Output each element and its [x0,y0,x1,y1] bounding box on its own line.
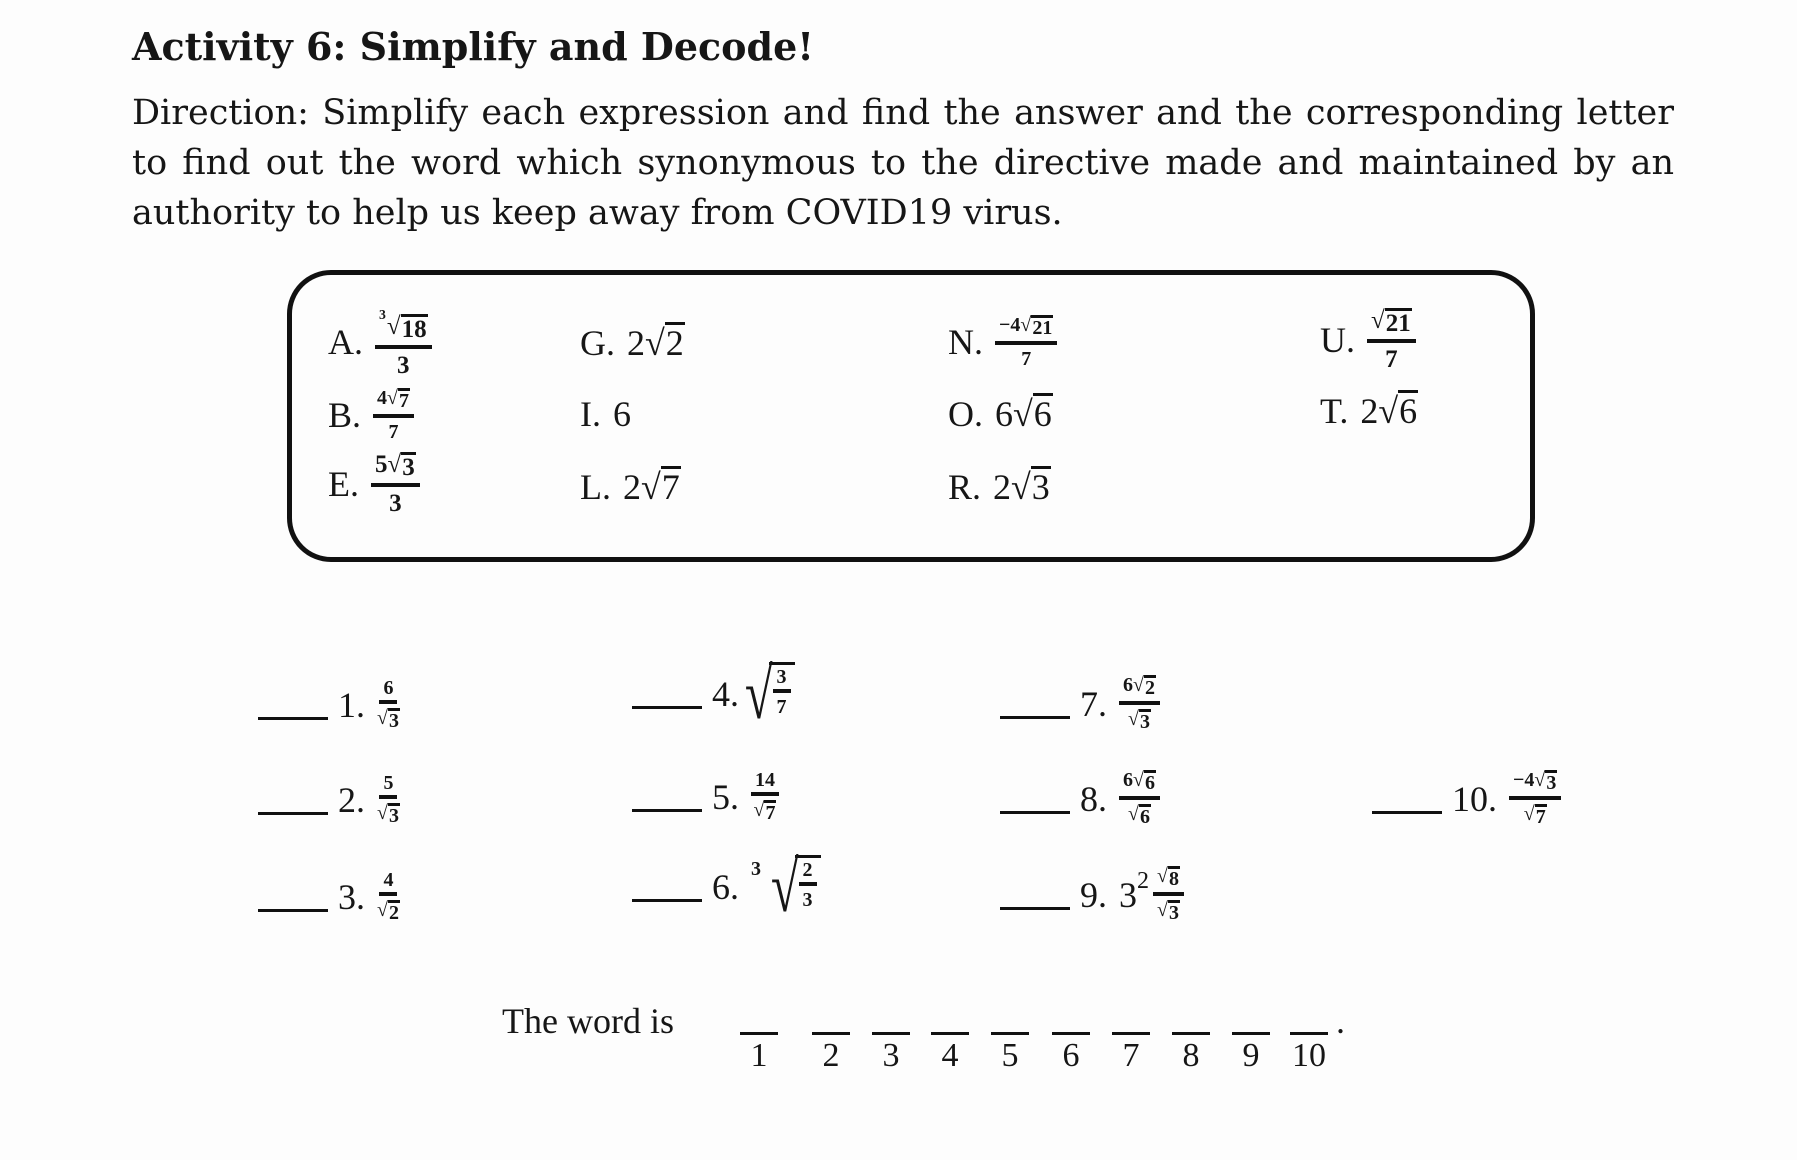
coefficient: 2 [623,467,641,507]
radical-sign: √ [645,323,665,363]
word-slot[interactable] [812,1006,850,1075]
answer-blank[interactable] [258,798,328,815]
key-letter: A. [328,321,363,362]
radical-sign: √ [377,802,388,824]
word-slot[interactable] [1112,1006,1150,1075]
coefficient: 2 [627,323,645,363]
answer-blank[interactable] [632,885,702,902]
slot-number: 7 [1122,1037,1140,1074]
radicand: 7 [765,802,776,824]
activity-title: Activity 6: Simplify and Decode! [132,24,814,69]
coefficient: 4 [377,387,388,409]
radicand: 3 [388,805,399,827]
key-letter: N. [948,322,983,362]
problem-7 [1000,675,1160,733]
key-R [948,466,1051,508]
slot-line[interactable] [991,1006,1029,1035]
answer-blank[interactable] [258,895,328,912]
key-O [948,393,1053,435]
slot-line[interactable] [1290,1006,1328,1035]
problem-number: 6. [712,867,739,908]
radical-sign: √ [1133,769,1144,791]
fraction [995,315,1057,369]
numerator: 6 [379,678,397,704]
word-slot[interactable] [991,1006,1029,1075]
radical-sign: √ [1523,803,1535,825]
numerator: 14 [751,770,779,796]
slot-number: 4 [941,1037,959,1074]
root-index: 3 [379,307,386,322]
radical-sign: √ [744,654,773,734]
fraction [377,870,400,924]
problem-number: 4. [712,674,739,715]
slot-line[interactable] [1172,1006,1210,1035]
word-slot[interactable] [1172,1006,1210,1075]
key-letter: O. [948,394,983,434]
radicand: 3 [1139,711,1150,733]
radical-sign: √ [386,313,401,340]
word-slot[interactable] [1052,1006,1090,1075]
key-letter: I. [580,394,601,434]
word-prefix: The word is [502,1001,674,1041]
radical-sign: √ [770,847,799,927]
radicand: 7 [399,390,409,412]
answer-blank[interactable] [258,703,328,720]
radicand: 7 [1535,806,1546,828]
coefficient: 5 [375,451,388,478]
slot-line[interactable] [872,1006,910,1035]
key-letter: U. [1320,320,1355,361]
slot-line[interactable] [740,1006,778,1035]
radicand: 3 [1031,467,1050,507]
radicand: 8 [1168,868,1179,890]
slot-number: 2 [822,1037,840,1074]
key-letter: L. [580,467,611,507]
problem-2 [258,773,400,827]
radical-sign: √ [1128,803,1139,825]
slot-number: 6 [1062,1037,1080,1074]
radicand: 3 [1546,772,1557,794]
denominator: 7 [776,696,787,718]
radicand: 21 [1385,310,1411,337]
radical-sign: √ [1371,307,1385,334]
radical-sign: √ [1020,314,1032,336]
word-slot[interactable] [872,1006,910,1075]
problem-number: 1. [338,685,365,725]
slot-number: 5 [1001,1037,1019,1074]
radical-sign: √ [377,707,388,729]
radical-sign: √ [1013,394,1033,434]
key-U [1320,308,1416,372]
fraction [773,667,791,717]
fraction [371,452,420,516]
coefficient: 6 [1123,769,1133,791]
word-end-period: . [1336,1001,1345,1041]
problem-3 [258,870,400,924]
problem-10 [1372,770,1561,828]
slot-number: 3 [882,1037,900,1074]
fraction [751,770,779,824]
problem-1 [258,678,400,732]
direction-text: Direction: Simplify each expression and find the answer and the corresponding letter to find out the word which synonymous to the directive made and maintained by an authority to help us keep away from COVID19 virus. [132,93,1674,233]
exponent: 2 [1137,867,1149,894]
problem-number: 10. [1452,779,1497,819]
problem-number: 3. [338,877,365,917]
radical [739,654,795,734]
problem-9 [1000,866,1184,924]
denominator: 7 [388,421,399,443]
answer-blank[interactable] [1000,893,1070,910]
fraction [799,860,817,910]
slot-line[interactable] [1232,1006,1270,1035]
fraction [1509,770,1561,828]
slot-number: 1 [750,1037,768,1074]
radical-sign: √ [753,799,765,821]
coefficient: 2 [993,467,1012,507]
radicand: 2 [1144,677,1155,699]
fraction [377,773,400,827]
numerator: 3 [773,667,791,693]
radicand: 7 [661,467,680,507]
radicand: 21 [1032,317,1053,339]
radical-sign: √ [387,451,402,478]
problem-number: 2. [338,780,365,820]
radicand: 3 [388,710,399,732]
slot-line[interactable] [931,1006,969,1035]
coefficient: −4 [999,314,1021,336]
radicand: 2 [388,902,399,924]
fraction [375,305,432,378]
key-I [580,393,631,435]
coefficient: 2 [1360,391,1379,431]
radical-sign: √ [641,467,661,507]
value: 6 [613,394,631,434]
word-slot[interactable] [1290,1006,1328,1075]
numerator: 4 [379,870,397,896]
problem-8 [1000,770,1160,828]
word-slot[interactable] [1232,1006,1270,1075]
key-letter: G. [580,323,615,363]
answer-blank[interactable] [1000,702,1070,719]
key-T [1320,390,1418,432]
problem-4 [632,654,795,734]
numerator: 5 [379,773,397,799]
key-letter: E. [328,464,359,505]
answer-blank[interactable] [632,692,702,709]
key-A [328,305,432,378]
problem-6 [632,847,821,927]
answer-blank[interactable] [1000,797,1070,814]
denominator: 7 [1385,346,1398,374]
word-slot[interactable] [931,1006,969,1075]
problem-number: 5. [712,777,739,817]
radical-sign: √ [387,387,398,409]
fraction [1153,866,1184,924]
radicand: 6 [1139,806,1150,828]
coefficient: −4 [1513,769,1535,791]
fraction [1367,308,1416,372]
problem-number: 7. [1080,684,1107,724]
radical-sign: √ [1133,674,1144,696]
radicand: 3 [402,454,415,481]
fraction [373,388,414,442]
denominator: 3 [397,352,410,380]
root-index: 3 [751,857,761,880]
coefficient: 6 [1123,674,1133,696]
problem-number: 8. [1080,779,1107,819]
denominator: 7 [1021,348,1032,370]
slot-number: 9 [1242,1037,1260,1074]
key-letter: R. [948,467,982,507]
key-G [580,322,685,364]
radicand: 6 [1399,391,1418,431]
radical-sign: √ [1534,769,1546,791]
problem-number: 9. [1080,875,1107,915]
fraction [1119,675,1160,733]
slot-line[interactable] [812,1006,850,1035]
radicand: 18 [401,316,427,343]
slot-line[interactable] [1112,1006,1150,1035]
key-L [580,466,681,508]
word-slot[interactable] [740,1006,778,1075]
fraction [1119,770,1160,828]
numerator: 2 [799,860,817,886]
radical-sign: √ [1011,467,1031,507]
denominator: 3 [802,889,813,911]
problem-5 [632,770,779,824]
radical-sign: √ [377,899,388,921]
fraction [377,678,400,732]
radicand: 6 [1033,394,1052,434]
key-B [328,388,414,442]
radical-sign: √ [1157,865,1168,887]
radicand: 3 [1168,902,1179,924]
coefficient: 6 [995,394,1013,434]
radical-sign: √ [1157,899,1168,921]
radical-sign: √ [1128,708,1139,730]
radical [765,847,821,927]
base: 3 [1119,875,1137,915]
slot-number: 10 [1292,1037,1326,1074]
radicand: 6 [1144,772,1155,794]
answer-blank[interactable] [632,795,702,812]
key-letter: T. [1320,391,1349,431]
radicand: 2 [665,323,684,363]
answer-blank[interactable] [1372,797,1442,814]
key-E [328,452,420,516]
slot-number: 8 [1182,1037,1200,1074]
slot-line[interactable] [1052,1006,1090,1035]
key-N [948,315,1057,369]
key-letter: B. [328,395,362,435]
denominator: 3 [389,490,402,518]
radical-sign: √ [1378,391,1399,431]
